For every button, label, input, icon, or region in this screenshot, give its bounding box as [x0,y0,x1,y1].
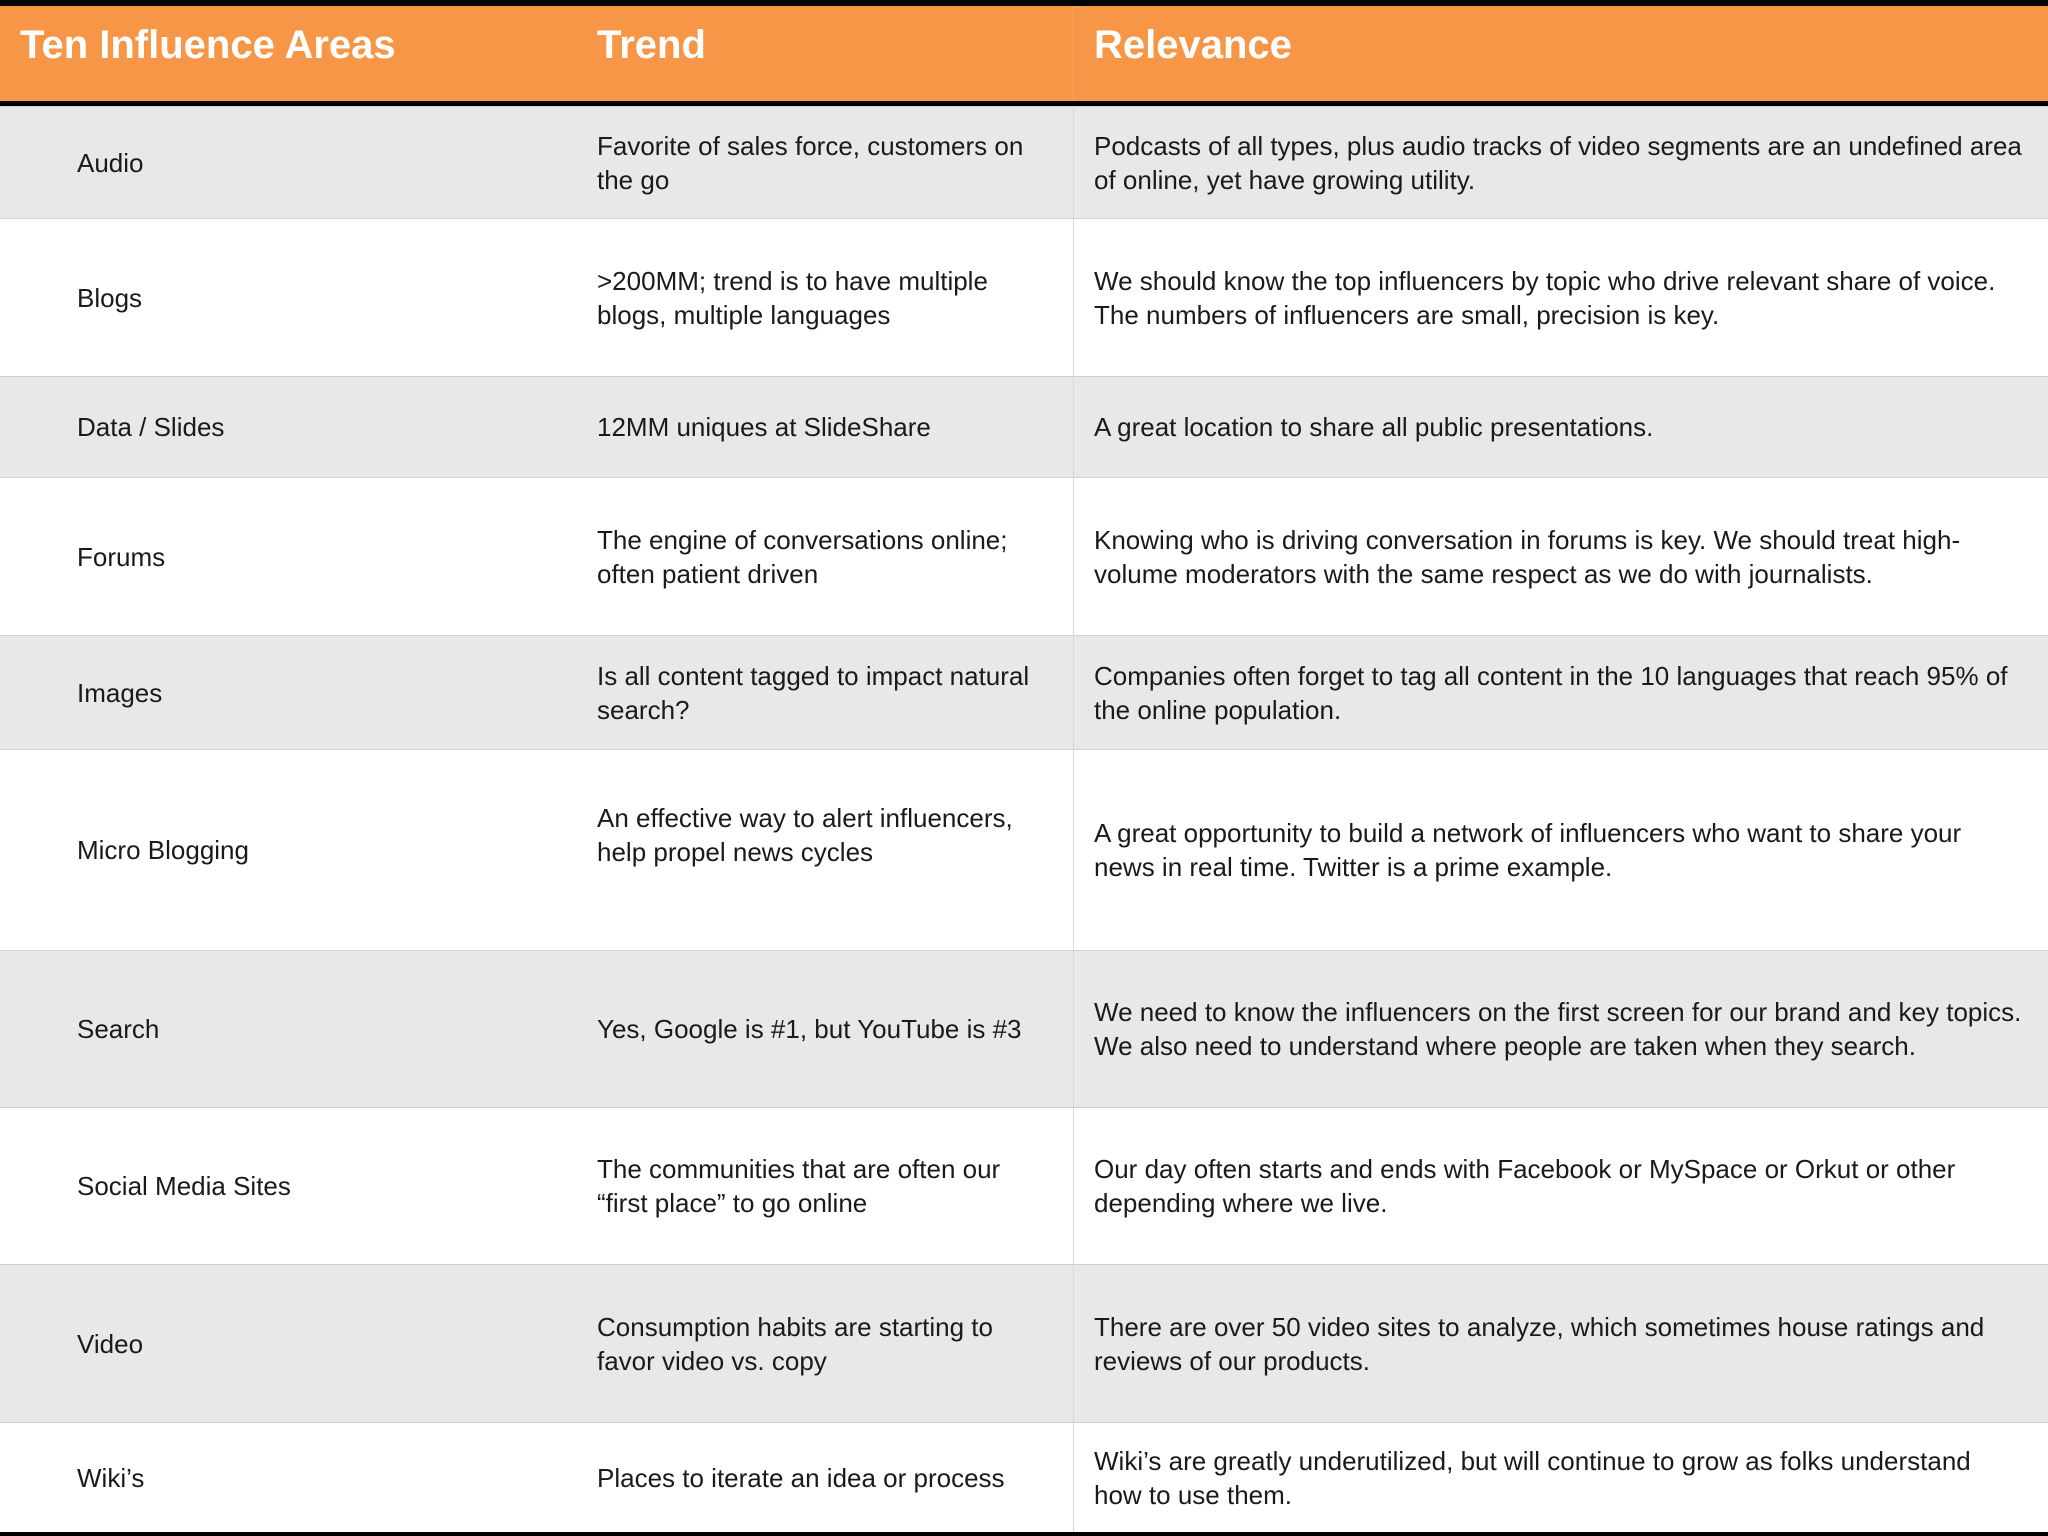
column-divider [1073,219,1074,376]
column-divider [1073,1108,1074,1264]
trend-cell: Places to iterate an idea or process [597,1462,1005,1493]
area-cell: Images [77,677,163,708]
area-cell: Audio [77,147,144,178]
table-bottom-border [0,1532,2048,1536]
trend-cell: Favorite of sales force, customers on the go [597,130,1024,195]
relevance-cell: Companies often forget to tag all content in the 10 languages that reach 95% of the online population. [1094,660,2008,725]
table-row [0,749,2048,950]
trend-cell: 12MM uniques at SlideShare [597,412,931,442]
relevance-cell: A great location to share all public presentations. [1094,412,1654,442]
trend-cell: Yes, Google is #1, but YouTube is #3 [597,1014,1022,1044]
table-row [0,1422,2048,1532]
area-cell: Blogs [77,282,143,313]
relevance-cell: A great opportunity to build a network of influencers who want to share your news in real time. Twitter is a prime example. [1094,818,1962,882]
area-cell: Wiki’s [77,1462,145,1493]
column-divider [1073,636,1074,749]
table-row [0,477,2048,635]
header-trend: Trend [597,23,706,67]
column-divider [1073,1423,1074,1532]
area-cell: Data / Slides [77,412,225,442]
relevance-cell: There are over 50 video sites to analyze, which sometimes house ratings and reviews of our products. [1094,1311,1985,1376]
relevance-cell: We need to know the influencers on the first screen for our brand and key topics. We also need to understand where people are taken when they search. [1094,997,2022,1061]
trend-cell: Is all content tagged to impact natural search? [597,660,1030,725]
table-row [0,635,2048,749]
column-divider [1073,750,1074,950]
column-divider [1073,377,1074,477]
table-row [0,1107,2048,1264]
area-cell: Social Media Sites [77,1171,291,1201]
relevance-cell: We should know the top influencers by topic who drive relevant share of voice. The numbers of influencers are small, precision is key. [1094,265,1996,330]
relevance-cell: Knowing who is driving conversation in forums is key. We should treat high-volume moderators with the same respect as we do with journalists. [1094,524,1961,589]
trend-cell: An effective way to alert influencers, help propel news cycles [597,803,1013,867]
table-row [0,106,2048,218]
trend-cell: The engine of conversations online; often patient driven [597,524,1008,589]
table-row [0,950,2048,1107]
area-cell: Forums [77,541,166,572]
trend-cell: The communities that are often our “first place” to go online [597,1154,1001,1218]
trend-cell: >200MM; trend is to have multiple blogs, multiple languages [597,265,988,330]
trend-cell: Consumption habits are starting to favor video vs. copy [597,1311,993,1376]
area-cell: Micro Blogging [77,835,249,865]
table-row [0,376,2048,477]
header-relevance: Relevance [1094,23,1292,67]
relevance-cell: Our day often starts and ends with Facebook or MySpace or Orkut or other depending where we live. [1094,1154,1956,1218]
table-header [0,0,2048,106]
column-divider [1073,1265,1074,1422]
column-divider [1073,478,1074,635]
area-cell: Search [77,1014,160,1044]
column-divider [1073,107,1074,218]
column-divider [1073,951,1074,1107]
header-divider [1073,6,1074,101]
table-row [0,218,2048,376]
table-row [0,1264,2048,1422]
relevance-cell: Podcasts of all types, plus audio tracks of video segments are an undefined area of online, yet have growing utility. [1094,130,2022,195]
area-cell: Video [77,1328,144,1359]
header-areas: Ten Influence Areas [20,23,396,67]
relevance-cell: Wiki’s are greatly underutilized, but will continue to grow as folks understand how to use them. [1094,1445,1971,1510]
